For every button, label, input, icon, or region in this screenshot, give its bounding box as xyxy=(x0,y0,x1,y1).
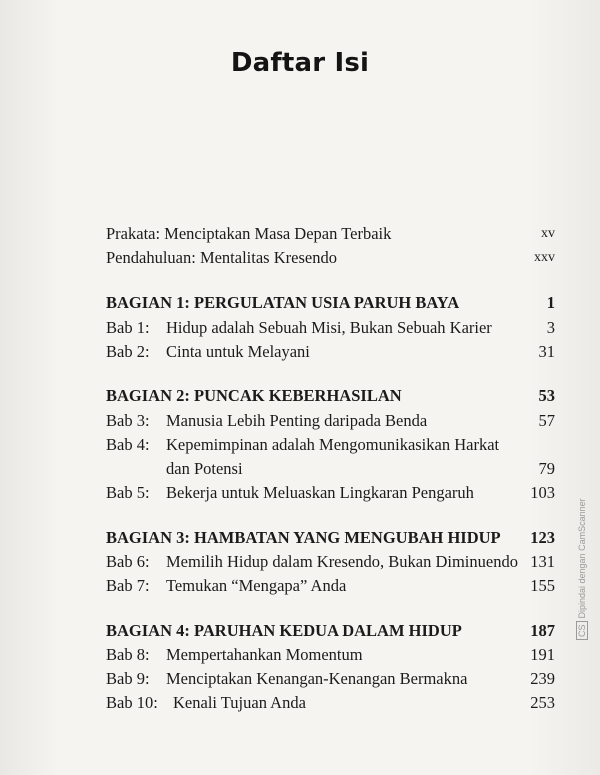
toc-chapter-4 xyxy=(0,433,600,457)
toc-chapter-title: Menciptakan Kenangan-Kenangan Bermakna xyxy=(166,669,468,688)
scanner-watermark xyxy=(576,498,588,640)
camscanner-logo-icon: CS xyxy=(576,621,588,640)
toc-chapter-page: 191 xyxy=(530,645,555,664)
toc-chapter-page: 57 xyxy=(538,411,555,430)
toc-chapter-page: 131 xyxy=(530,552,555,571)
toc-chapter-label: Bab 1: xyxy=(106,318,150,337)
toc-chapter-label: Bab 10: xyxy=(106,693,158,712)
toc-chapter-8 xyxy=(0,643,600,667)
toc-chapter-3 xyxy=(0,409,600,433)
toc-chapter-page: 3 xyxy=(546,318,555,337)
toc-part-2 xyxy=(0,384,600,408)
toc-chapter-page: 155 xyxy=(530,576,555,595)
toc-entry-introduction xyxy=(0,246,600,270)
toc-chapter-page: 79 xyxy=(538,459,555,478)
toc-chapter-label: Bab 5: xyxy=(106,483,150,502)
toc-chapter-label: Bab 3: xyxy=(106,411,150,430)
toc-chapter-4-continued xyxy=(0,457,600,481)
toc-chapter-title: Cinta untuk Melayani xyxy=(166,342,310,361)
toc-chapter-label: Bab 6: xyxy=(106,552,150,571)
toc-chapter-title: Mempertahankan Momentum xyxy=(166,645,363,664)
toc-chapter-title-continued: dan Potensi xyxy=(166,459,243,478)
toc-chapter-1 xyxy=(0,316,600,340)
toc-chapter-page: 253 xyxy=(530,693,555,712)
toc-chapter-9 xyxy=(0,667,600,691)
toc-chapter-title: Hidup adalah Sebuah Misi, Bukan Sebuah Karier xyxy=(166,318,492,337)
toc-part-page: 187 xyxy=(530,621,555,640)
toc-entry-page: xv xyxy=(541,226,555,241)
toc-chapter-label: Bab 9: xyxy=(106,669,150,688)
toc-chapter-title: Temukan “Mengapa” Anda xyxy=(166,576,347,595)
toc-chapter-page: 239 xyxy=(530,669,555,688)
scanner-watermark-text: Dipindai dengan CamScanner xyxy=(577,498,587,619)
toc-part-title: BAGIAN 3: HAMBATAN YANG MENGUBAH HIDUP xyxy=(106,528,501,547)
toc-part-title: BAGIAN 4: PARUHAN KEDUA DALAM HIDUP xyxy=(106,621,462,640)
toc-entry-title: Pendahuluan: Mentalitas Kresendo xyxy=(106,248,337,267)
toc-part-page: 123 xyxy=(530,528,555,547)
toc-part-page: 53 xyxy=(538,386,555,405)
toc-part-1 xyxy=(0,291,600,315)
toc-chapter-title: Bekerja untuk Meluaskan Lingkaran Pengaruh xyxy=(166,483,474,502)
toc-part-3 xyxy=(0,526,600,550)
toc-chapter-label: Bab 4: xyxy=(106,435,150,454)
toc-chapter-page: 103 xyxy=(530,483,555,502)
toc-chapter-label: Bab 8: xyxy=(106,645,150,664)
page-title: Daftar Isi xyxy=(230,48,370,78)
toc-chapter-title: Kenali Tujuan Anda xyxy=(173,693,306,712)
toc-part-title: BAGIAN 2: PUNCAK KEBERHASILAN xyxy=(106,386,402,405)
toc-part-page: 1 xyxy=(546,293,555,312)
toc-entry-title: Prakata: Menciptakan Masa Depan Terbaik xyxy=(106,224,392,243)
toc-entry-page: xxv xyxy=(534,250,555,265)
toc-chapter-2 xyxy=(0,340,600,364)
toc-part-4 xyxy=(0,619,600,643)
toc-chapter-6 xyxy=(0,550,600,574)
toc-chapter-label: Bab 2: xyxy=(106,342,150,361)
toc-chapter-7 xyxy=(0,574,600,598)
toc-chapter-page: 31 xyxy=(538,342,555,361)
toc-chapter-5 xyxy=(0,481,600,505)
toc-chapter-10 xyxy=(0,691,600,715)
toc-chapter-title: Manusia Lebih Penting daripada Benda xyxy=(166,411,428,430)
toc-entry-preface xyxy=(0,222,600,246)
toc-chapter-title: Memilih Hidup dalam Kresendo, Bukan Diminuendo xyxy=(166,552,518,571)
toc-chapter-label: Bab 7: xyxy=(106,576,150,595)
toc-part-title: BAGIAN 1: PERGULATAN USIA PARUH BAYA xyxy=(106,293,460,312)
toc-chapter-title: Kepemimpinan adalah Mengomunikasikan Harkat xyxy=(166,435,500,454)
